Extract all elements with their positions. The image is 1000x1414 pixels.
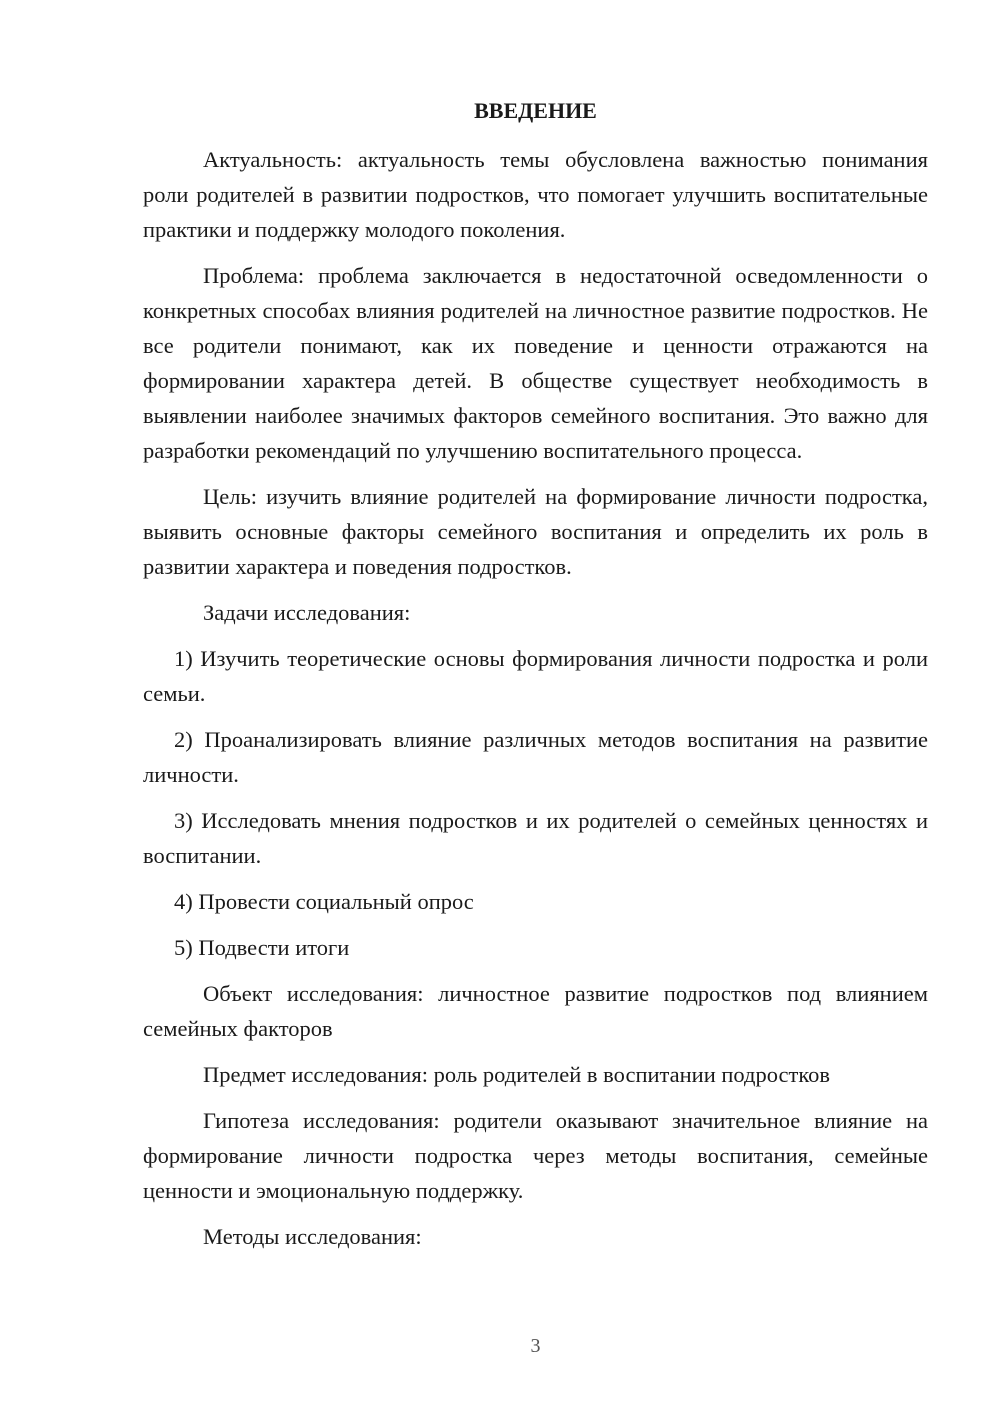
section-title: ВВЕДЕНИЕ — [474, 98, 597, 123]
paragraph-object: Объект исследования: личностное развитие подростков под влиянием семейных факторов — [143, 981, 928, 1041]
paragraph-hypothesis: Гипотеза исследования: родители оказывают значительное влияние на формирование личности подростка через методы воспитания, семейные ценности и эмоциональную поддержку. — [143, 1108, 928, 1203]
paragraph-goal: Цель: изучить влияние родителей на формирование личности подростка, выявить основные факторы семейного воспитания и определить их роль в развитии характера и поведения подростков. — [143, 484, 928, 579]
paragraph-subject: Предмет исследования: роль родителей в воспитании подростков — [203, 1062, 831, 1087]
document-page — [143, 0, 928, 1414]
task-item-1: 1) Изучить теоретические основы формирования личности подростка и роли семьи. — [143, 646, 928, 706]
paragraph-relevance: Актуальность: актуальность темы обусловлена важностью понимания роли родителей в развитии подростков, что помогает улучшить воспитательные практики и поддержку молодого поколения. — [143, 147, 928, 242]
task-item-4: 4) Провести социальный опрос — [174, 889, 474, 914]
task-item-3: 3) Исследовать мнения подростков и их родителей о семейных ценностях и воспитании. — [143, 808, 928, 868]
page-number: 3 — [530, 1335, 541, 1357]
paragraph-problem: Проблема: проблема заключается в недостаточной осведомленности о конкретных способах влияния родителей на личностное развитие подростков. Не все родители понимают, как их поведение и ценности отражаются на формировании характера детей. В обществе существует необходимость в выявлении наиболее значимых факторов семейного воспитания. Это важно для разработки рекомендаций по улучшению воспитательного процесса. — [143, 263, 928, 463]
paragraph-tasks-heading: Задачи исследования: — [203, 600, 411, 625]
task-item-5: 5) Подвести итоги — [174, 935, 350, 960]
document-body — [143, 142, 928, 1265]
task-item-2: 2) Проанализировать влияние различных методов воспитания на развитие личности. — [143, 727, 928, 787]
paragraph-methods: Методы исследования: — [203, 1224, 422, 1249]
